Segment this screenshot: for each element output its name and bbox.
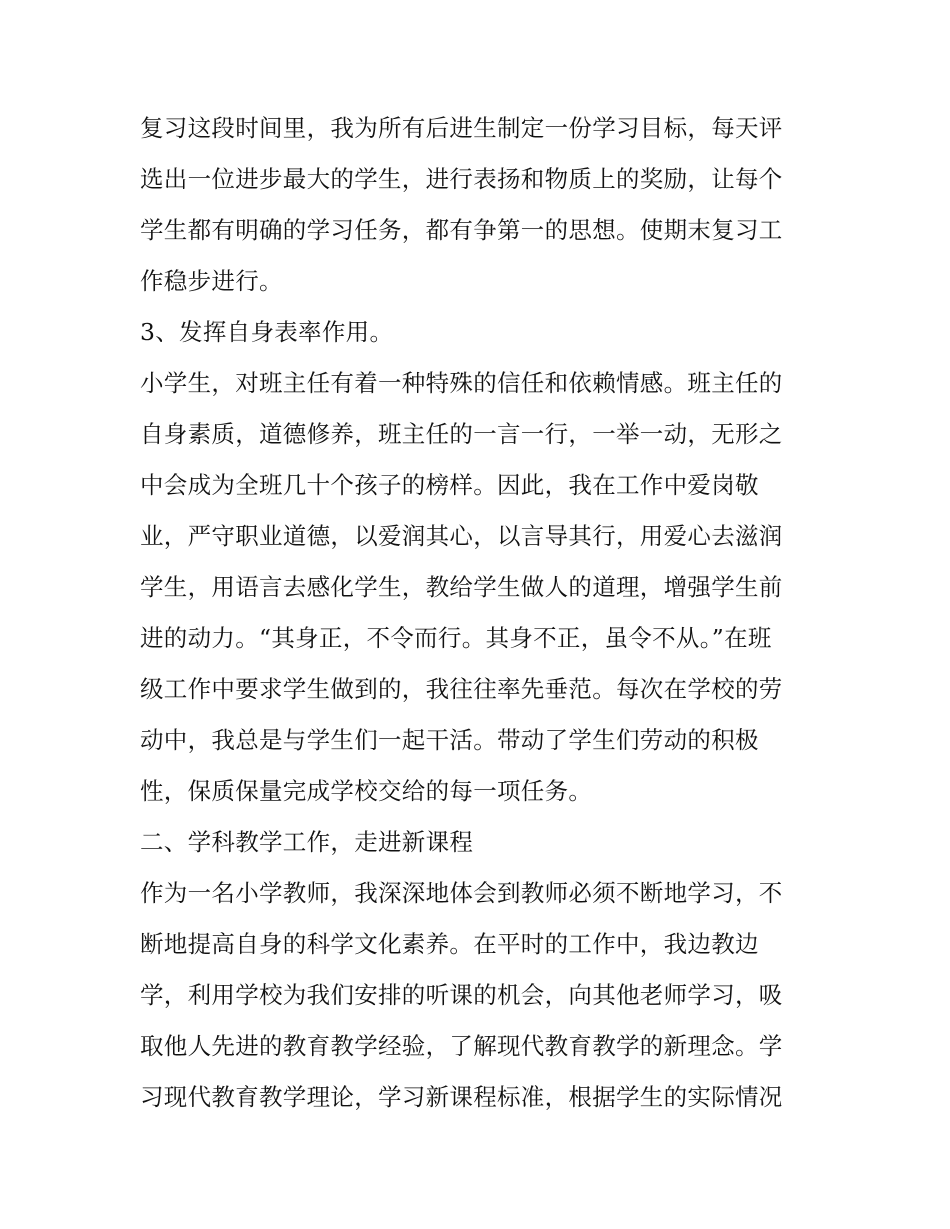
text-line: 性，保质保量完成学校交给的每一项任务。 [140, 777, 593, 805]
text-line: 学生都有明确的学习任务，都有争第一的思想。使期末复习工 [140, 216, 783, 244]
text-line: 作稳步进行。 [140, 267, 283, 295]
text-line: 学生，用语言去感化学生，教给学生做人的道理，增强学生前 [140, 573, 783, 601]
text-line: 复习这段时间里，我为所有后进生制定一份学习目标，每天评 [140, 114, 783, 142]
text-line: 选出一位进步最大的学生，进行表扬和物质上的奖励，让每个 [140, 165, 783, 193]
text-line: 自身素质，道德修养，班主任的一言一行，一举一动，无形之 [140, 420, 783, 448]
section-heading: 二、学科教学工作，走进新课程 [140, 828, 474, 856]
text-line: 小学生，对班主任有着一种特殊的信任和依赖情感。班主任的 [140, 369, 783, 397]
section-heading: 3、发挥自身表率作用。 [140, 318, 394, 346]
text-line: 业，严守职业道德，以爱润其心，以言导其行，用爱心去滋润 [140, 522, 783, 550]
text-line: 断地提高自身的科学文化素养。在平时的工作中，我边教边 [140, 930, 759, 958]
text-line: 学，利用学校为我们安排的听课的机会，向其他老师学习，吸 [140, 981, 783, 1009]
text-line: 进的动力。“其身正，不令而行。其身不正，虽令不从。”在班 [140, 624, 772, 652]
text-line: 作为一名小学教师，我深深地体会到教师必须不断地学习，不 [140, 879, 783, 907]
text-line: 习现代教育教学理论，学习新课程标准，根据学生的实际情况 [140, 1083, 783, 1111]
text-line: 中会成为全班几十个孩子的榜样。因此，我在工作中爱岗敬 [140, 471, 759, 499]
text-line: 动中，我总是与学生们一起干活。带动了学生们劳动的积极 [140, 726, 759, 754]
document-body [140, 103, 820, 1123]
text-line: 级工作中要求学生做到的，我往往率先垂范。每次在学校的劳 [140, 675, 783, 703]
text-line: 取他人先进的教育教学经验，了解现代教育教学的新理念。学 [140, 1032, 783, 1060]
